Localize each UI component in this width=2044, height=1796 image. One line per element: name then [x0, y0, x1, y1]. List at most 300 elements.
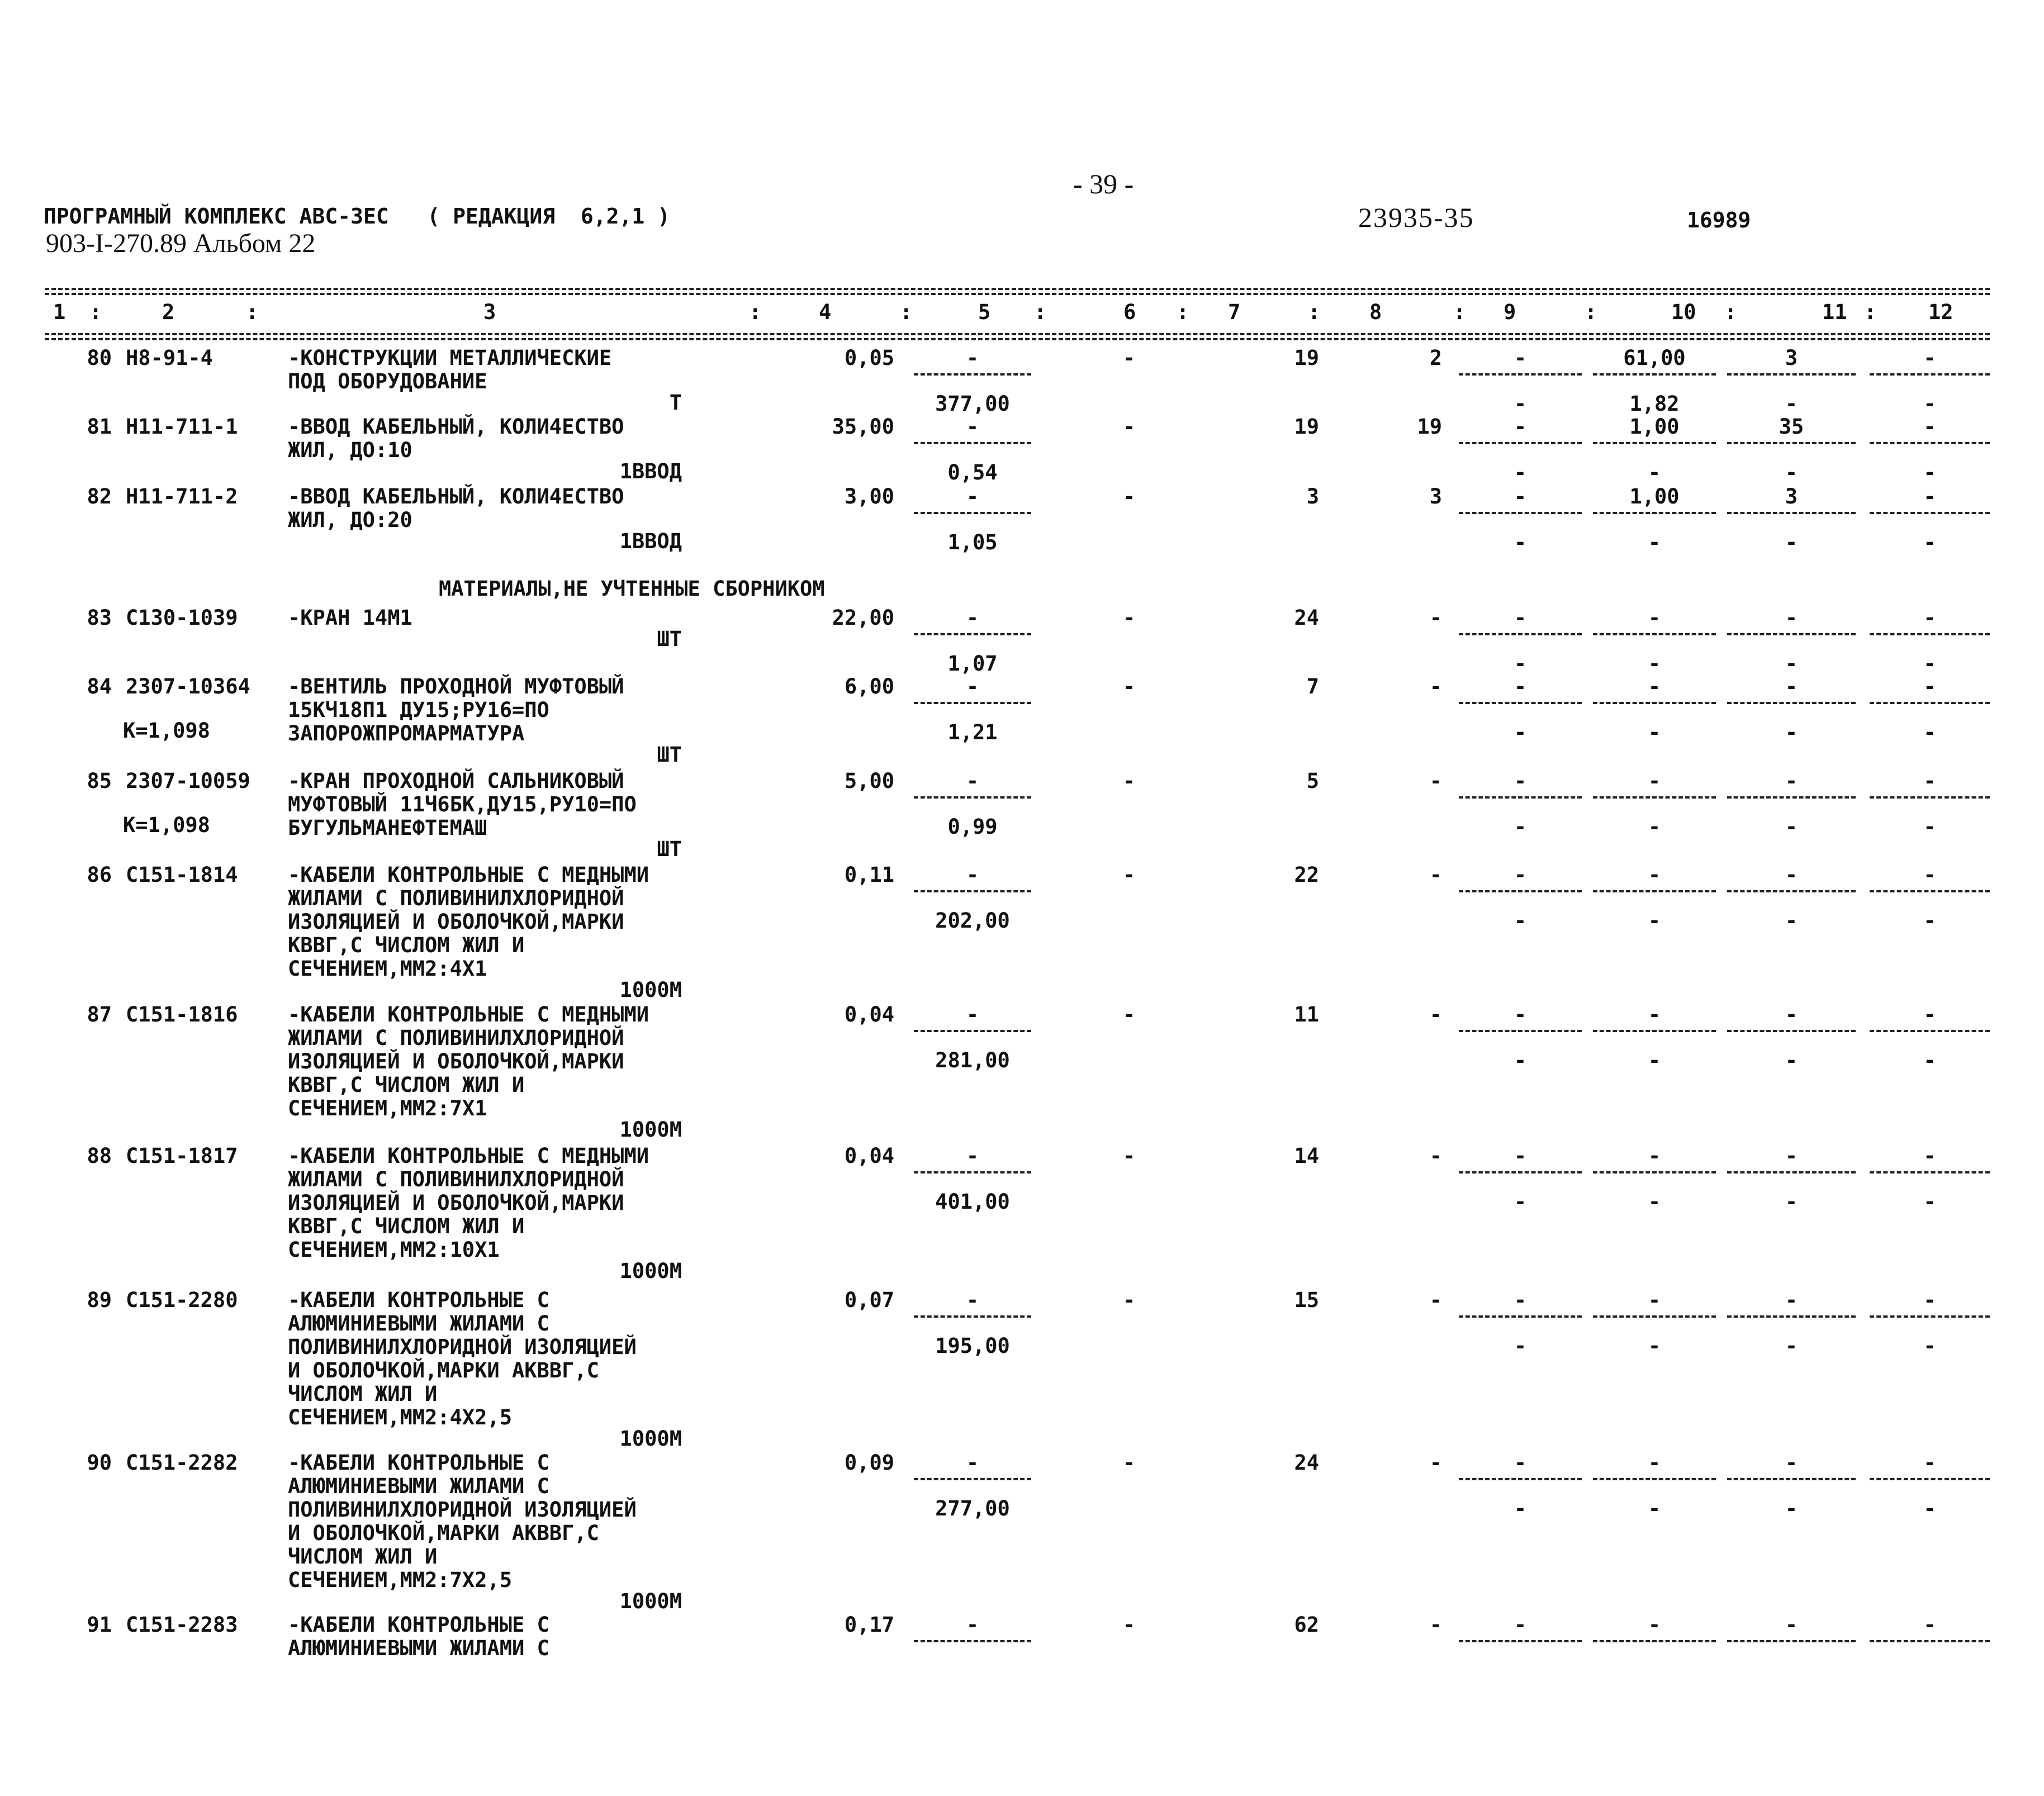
row-description-line: -ВВОД КАБЕЛЬНЫЙ, КОЛИ4ЕСТВО: [288, 415, 624, 439]
table-top-rule: [45, 288, 1990, 290]
row-code: Н11-711-2: [126, 484, 238, 509]
row-description-line: ИЗОЛЯЦИЕЙ И ОБОЛОЧКОЙ,МАРКИ: [288, 1049, 624, 1073]
col5-bottom: 1,07: [947, 652, 998, 676]
table-header-rule: [45, 333, 1990, 335]
row-description-line: И ОБОЛОЧКОЙ,МАРКИ АКВВГ,С: [288, 1521, 599, 1545]
row-code: 2307-10364: [126, 674, 250, 699]
row-description-line: АЛЮМИНИЕВЫМИ ЖИЛАМИ С: [288, 1474, 549, 1498]
fraction-rule: [1459, 1030, 1582, 1032]
c11-top: -: [1785, 863, 1798, 887]
col7: 24: [1294, 606, 1319, 630]
c10-top: -: [1648, 1002, 1661, 1027]
c12-bottom: -: [1923, 392, 1936, 416]
row-description-line: ЧИСЛОМ ЖИЛ И: [288, 1382, 438, 1406]
c10-top: 1,00: [1629, 415, 1680, 439]
doc-number: 16989: [1687, 208, 1751, 232]
row-unit: ШТ: [657, 837, 682, 861]
c9-top: -: [1514, 674, 1527, 699]
col8: 2: [1429, 346, 1442, 370]
row-description-line: СЕЧЕНИЕМ,ММ2:4Х1: [288, 957, 487, 981]
c11-bottom: -: [1785, 815, 1798, 839]
column-header-9: 9: [1504, 300, 1516, 324]
fraction-rule: [1870, 1478, 1990, 1480]
col7: 19: [1294, 346, 1319, 370]
row-number: 80: [87, 346, 112, 370]
row-description-line: АЛЮМИНИЕВЫМИ ЖИЛАМИ С: [288, 1312, 549, 1336]
c11-bottom: -: [1785, 652, 1798, 676]
row-description-line: -ВЕНТИЛЬ ПРОХОДНОЙ МУФТОВЫЙ: [288, 674, 624, 699]
fraction-rule: [1593, 442, 1716, 444]
column-header-1: 1: [53, 300, 66, 324]
row-description-line: 15КЧ18П1 ДУ15;РУ16=ПО: [288, 698, 549, 722]
row-description-line: -КРАН 14М1: [288, 606, 412, 630]
col5-bottom: 401,00: [935, 1190, 1010, 1214]
row-unit: ШТ: [657, 627, 682, 651]
row-description-line: ЖИЛ, ДО:20: [288, 508, 412, 532]
col8: -: [1429, 863, 1442, 887]
c10-bottom: -: [1648, 909, 1661, 933]
c12-bottom: -: [1923, 1190, 1936, 1214]
col5-top: -: [966, 674, 979, 699]
c12-bottom: -: [1923, 460, 1936, 484]
column-separator: :: [1034, 300, 1047, 324]
col6: -: [1122, 1288, 1136, 1312]
row-quantity: 0,11: [844, 863, 894, 887]
row-description-line: -КОНСТРУКЦИИ МЕТАЛЛИЧЕСКИЕ: [288, 346, 612, 370]
c11-top: -: [1785, 1451, 1798, 1475]
column-header-8: 8: [1369, 300, 1382, 324]
row-code: С151-1814: [126, 863, 238, 887]
row-unit: Т: [669, 391, 682, 415]
c9-bottom: -: [1514, 652, 1527, 676]
fraction-rule: [1459, 512, 1582, 514]
col6: -: [1122, 769, 1136, 793]
c11-top: 3: [1785, 346, 1798, 370]
row-description-line: ПОЛИВИНИЛХЛОРИДНОЙ ИЗОЛЯЦИЕЙ: [288, 1498, 637, 1522]
column-separator: :: [1177, 300, 1189, 324]
row-description-line: ПОЛИВИНИЛХЛОРИДНОЙ ИЗОЛЯЦИЕЙ: [288, 1335, 637, 1359]
row-number: 89: [87, 1288, 112, 1312]
row-description-line: -КАБЕЛИ КОНТРОЛЬНЫЕ С: [288, 1613, 549, 1637]
c12-bottom: -: [1923, 720, 1936, 744]
col8: -: [1429, 769, 1442, 793]
row-description-line: КВВГ,С ЧИСЛОМ ЖИЛ И: [288, 1073, 525, 1097]
col5-top: -: [966, 1613, 979, 1637]
c11-top: -: [1785, 769, 1798, 793]
col8: -: [1429, 674, 1442, 699]
col5-top: -: [966, 606, 979, 630]
row-description-line: ИЗОЛЯЦИЕЙ И ОБОЛОЧКОЙ,МАРКИ: [288, 910, 624, 934]
c9-bottom: -: [1514, 392, 1527, 416]
column-separator: :: [89, 300, 102, 324]
row-quantity: 5,00: [844, 769, 894, 793]
row-description-line: -КАБЕЛИ КОНТРОЛЬНЫЕ С МЕДНЫМИ: [288, 1002, 649, 1027]
fraction-rule: [914, 633, 1031, 635]
row-quantity: 3,00: [844, 484, 894, 509]
c10-bottom: -: [1648, 460, 1661, 484]
c9-top: -: [1514, 346, 1527, 370]
fraction-rule: [1727, 442, 1856, 444]
column-header-12: 12: [1928, 300, 1953, 324]
fraction-rule: [914, 702, 1031, 704]
row-description-line: СЕЧЕНИЕМ,ММ2:7Х2,5: [288, 1568, 512, 1592]
fraction-rule: [1727, 373, 1856, 376]
c12-top: -: [1923, 769, 1936, 793]
fraction-rule: [1459, 796, 1582, 799]
col6: -: [1122, 1002, 1136, 1027]
c10-bottom: -: [1648, 530, 1661, 554]
fraction-rule: [914, 512, 1031, 514]
fraction-rule: [1727, 796, 1856, 799]
c12-bottom: -: [1923, 530, 1936, 554]
c12-top: -: [1923, 674, 1936, 699]
c11-bottom: -: [1785, 720, 1798, 744]
c11-bottom: -: [1785, 392, 1798, 416]
row-number: 83: [87, 606, 112, 630]
row-description-line: ИЗОЛЯЦИЕЙ И ОБОЛОЧКОЙ,МАРКИ: [288, 1191, 624, 1215]
column-header-10: 10: [1671, 300, 1696, 324]
col5-top: -: [966, 1288, 979, 1312]
fraction-rule: [1870, 890, 1990, 892]
fraction-rule: [914, 1315, 1031, 1318]
c10-bottom: -: [1648, 1334, 1661, 1358]
col5-bottom: 0,54: [947, 460, 998, 484]
fraction-rule: [1593, 1478, 1716, 1480]
fraction-rule: [1870, 1171, 1990, 1173]
row-code: С151-2280: [126, 1288, 238, 1312]
c12-bottom: -: [1923, 909, 1936, 933]
fraction-rule: [1459, 1478, 1582, 1480]
c11-bottom: -: [1785, 1334, 1798, 1358]
row-description-line: СЕЧЕНИЕМ,ММ2:4Х2,5: [288, 1405, 512, 1429]
fraction-rule: [1870, 1640, 1990, 1642]
col5-top: -: [966, 346, 979, 370]
fraction-rule: [1870, 1315, 1990, 1318]
fraction-rule: [914, 1478, 1031, 1480]
c9-bottom: -: [1514, 530, 1527, 554]
row-description-line: ЖИЛАМИ С ПОЛИВИНИЛХЛОРИДНОЙ: [288, 1026, 624, 1050]
row-description-line: ЖИЛАМИ С ПОЛИВИНИЛХЛОРИДНОЙ: [288, 886, 624, 910]
column-separator: :: [1308, 300, 1321, 324]
col6: -: [1122, 1613, 1136, 1637]
row-number: 82: [87, 484, 112, 509]
column-header-11: 11: [1822, 300, 1847, 324]
c12-top: -: [1923, 863, 1936, 887]
c9-top: -: [1514, 606, 1527, 630]
col7: 14: [1294, 1144, 1319, 1168]
c10-top: -: [1648, 674, 1661, 699]
row-quantity: 35,00: [832, 415, 894, 439]
section-materials: МАТЕРИАЛЫ,НЕ УЧТЕННЫЕ СБОРНИКОМ: [439, 577, 825, 601]
col6: -: [1122, 863, 1136, 887]
fraction-rule: [1459, 1315, 1582, 1318]
col5-bottom: 202,00: [935, 909, 1010, 933]
col5-top: -: [966, 484, 979, 509]
row-code: С130-1039: [126, 606, 238, 630]
fraction-rule: [1727, 890, 1856, 892]
col6: -: [1122, 346, 1136, 370]
fraction-rule: [1593, 1030, 1716, 1032]
col5-top: -: [966, 769, 979, 793]
row-quantity: 22,00: [832, 606, 894, 630]
column-separator: :: [1585, 300, 1597, 324]
fraction-rule: [914, 796, 1031, 799]
fraction-rule: [1459, 373, 1582, 376]
doc-code: 23935-35: [1358, 202, 1474, 233]
row-unit: 1000М: [619, 978, 682, 1002]
row-unit: 1ВВОД: [619, 529, 682, 553]
c11-top: -: [1785, 1613, 1798, 1637]
c9-bottom: -: [1514, 1334, 1527, 1358]
fraction-rule: [1870, 702, 1990, 704]
row-description-line: ЖИЛ, ДО:10: [288, 438, 412, 462]
row-description-line: И ОБОЛОЧКОЙ,МАРКИ АКВВГ,С: [288, 1358, 599, 1382]
row-number: 88: [87, 1144, 112, 1168]
page-number: - 39 -: [1073, 168, 1134, 199]
col7: 24: [1294, 1451, 1319, 1475]
row-description-line: -КАБЕЛИ КОНТРОЛЬНЫЕ С МЕДНЫМИ: [288, 863, 649, 887]
row-quantity: 6,00: [844, 674, 894, 699]
column-separator: :: [246, 300, 259, 324]
column-header-4: 4: [819, 300, 832, 324]
row-description-line: -КАБЕЛИ КОНТРОЛЬНЫЕ С: [288, 1288, 549, 1312]
col5-top: -: [966, 1144, 979, 1168]
c9-bottom: -: [1514, 460, 1527, 484]
row-description-line: БУГУЛЬМАНЕФТЕМАШ: [288, 816, 487, 840]
column-header-6: 6: [1123, 300, 1136, 324]
row-code: С151-2283: [126, 1613, 238, 1637]
col8: -: [1429, 1613, 1442, 1637]
col7: 7: [1306, 674, 1319, 699]
fraction-rule: [1593, 1171, 1716, 1173]
album-title: 903-I-270.89 Альбом 22: [46, 229, 316, 258]
c11-bottom: -: [1785, 530, 1798, 554]
row-description-line: ЖИЛАМИ С ПОЛИВИНИЛХЛОРИДНОЙ: [288, 1167, 624, 1191]
fraction-rule: [1727, 1315, 1856, 1318]
row-number: 91: [87, 1613, 112, 1637]
row-description-line: МУФТОВЫЙ 11Ч6БК,ДУ15,РУ10=ПО: [288, 792, 637, 816]
col5-top: -: [966, 1002, 979, 1027]
fraction-rule: [1593, 373, 1716, 376]
c10-top: 1,00: [1629, 484, 1680, 509]
row-number: 84: [87, 674, 112, 699]
col5-bottom: 0,99: [947, 815, 998, 839]
row-description-line: ЧИСЛОМ ЖИЛ И: [288, 1545, 438, 1569]
fraction-rule: [1870, 1030, 1990, 1032]
c11-top: -: [1785, 606, 1798, 630]
c10-bottom: 1,82: [1629, 392, 1680, 416]
c12-bottom: -: [1923, 1048, 1936, 1072]
row-code: С151-2282: [126, 1451, 238, 1475]
fraction-rule: [1870, 373, 1990, 376]
c9-bottom: -: [1514, 720, 1527, 744]
col6: -: [1122, 415, 1136, 439]
c9-bottom: -: [1514, 1048, 1527, 1072]
col8: 19: [1417, 415, 1442, 439]
fraction-rule: [914, 373, 1031, 376]
c9-top: -: [1514, 863, 1527, 887]
c11-bottom: -: [1785, 1496, 1798, 1521]
c11-bottom: -: [1785, 1048, 1798, 1072]
c10-bottom: -: [1648, 1496, 1661, 1521]
col7: 62: [1294, 1613, 1319, 1637]
c9-bottom: -: [1514, 1190, 1527, 1214]
col5-top: -: [966, 863, 979, 887]
c10-top: -: [1648, 1613, 1661, 1637]
fraction-rule: [1459, 442, 1582, 444]
row-unit: ШТ: [657, 743, 682, 767]
row-description-line: ПОД ОБОРУДОВАНИЕ: [288, 369, 487, 393]
col7: 22: [1294, 863, 1319, 887]
c9-bottom: -: [1514, 1496, 1527, 1521]
c9-top: -: [1514, 415, 1527, 439]
fraction-rule: [914, 1030, 1031, 1032]
fraction-rule: [1870, 633, 1990, 635]
row-code: С151-1817: [126, 1144, 238, 1168]
column-separator: :: [900, 300, 913, 324]
col5-bottom: 277,00: [935, 1496, 1010, 1521]
fraction-rule: [1727, 702, 1856, 704]
column-separator: :: [1724, 300, 1737, 324]
fraction-rule: [1593, 633, 1716, 635]
col8: -: [1429, 1144, 1442, 1168]
row-description-line: КВВГ,С ЧИСЛОМ ЖИЛ И: [288, 933, 525, 957]
row-unit: 1000М: [619, 1427, 682, 1451]
col5-bottom: 281,00: [935, 1048, 1010, 1072]
c9-top: -: [1514, 1002, 1527, 1027]
col7: 19: [1294, 415, 1319, 439]
fraction-rule: [1459, 633, 1582, 635]
c12-top: -: [1923, 1451, 1936, 1475]
row-quantity: 0,04: [844, 1002, 894, 1027]
col6: -: [1122, 674, 1136, 699]
column-header-2: 2: [162, 300, 175, 324]
c11-bottom: -: [1785, 1190, 1798, 1214]
c10-bottom: -: [1648, 720, 1661, 744]
column-header-3: 3: [483, 300, 496, 324]
fraction-rule: [1727, 1640, 1856, 1642]
col6: -: [1122, 1144, 1136, 1168]
c11-bottom: -: [1785, 909, 1798, 933]
row-unit: 1000М: [619, 1118, 682, 1142]
row-quantity: 0,05: [844, 346, 894, 370]
c12-top: -: [1923, 484, 1936, 509]
fraction-rule: [914, 1171, 1031, 1173]
c10-top: -: [1648, 606, 1661, 630]
c12-bottom: -: [1923, 815, 1936, 839]
c11-top: -: [1785, 1002, 1798, 1027]
row-description-line: ЗАПОРОЖПРОМАРМАТУРА: [288, 721, 525, 745]
col5-bottom: 377,00: [935, 392, 1010, 416]
c10-top: -: [1648, 1451, 1661, 1475]
c12-top: -: [1923, 415, 1936, 439]
row-unit: 1000М: [619, 1589, 682, 1613]
row-code: Н11-711-1: [126, 415, 238, 439]
col7: 5: [1306, 769, 1319, 793]
fraction-rule: [914, 890, 1031, 892]
c9-bottom: -: [1514, 909, 1527, 933]
fraction-rule: [1593, 512, 1716, 514]
row-quantity: 0,07: [844, 1288, 894, 1312]
column-header-5: 5: [978, 300, 991, 324]
row-code: 2307-10059: [126, 769, 250, 793]
col7: 3: [1306, 484, 1319, 509]
fraction-rule: [1727, 1030, 1856, 1032]
c10-top: -: [1648, 863, 1661, 887]
col6: -: [1122, 1451, 1136, 1475]
row-quantity: 0,09: [844, 1451, 894, 1475]
row-number: 81: [87, 415, 112, 439]
row-description-line: АЛЮМИНИЕВЫМИ ЖИЛАМИ С: [288, 1636, 549, 1660]
column-separator: :: [749, 300, 762, 324]
row-description-line: -КАБЕЛИ КОНТРОЛЬНЫЕ С МЕДНЫМИ: [288, 1144, 649, 1168]
col5-bottom: 1,21: [947, 720, 998, 744]
row-unit: 1ВВОД: [619, 459, 682, 483]
col8: -: [1429, 1002, 1442, 1027]
c10-bottom: -: [1648, 815, 1661, 839]
c10-bottom: -: [1648, 1190, 1661, 1214]
fraction-rule: [1727, 512, 1856, 514]
col5-top: -: [966, 415, 979, 439]
col5-top: -: [966, 1451, 979, 1475]
table-header-rule-2: [45, 338, 1990, 340]
fraction-rule: [1870, 512, 1990, 514]
row-code: Н8-91-4: [126, 346, 213, 370]
fraction-rule: [1870, 442, 1990, 444]
fraction-rule: [1727, 633, 1856, 635]
fraction-rule: [914, 442, 1031, 444]
fraction-rule: [1593, 702, 1716, 704]
col7: 15: [1294, 1288, 1319, 1312]
c10-top: 61,00: [1623, 346, 1686, 370]
c9-top: -: [1514, 1451, 1527, 1475]
col8: -: [1429, 606, 1442, 630]
c10-bottom: -: [1648, 1048, 1661, 1072]
fraction-rule: [1459, 702, 1582, 704]
row-description-line: СЕЧЕНИЕМ,ММ2:10Х1: [288, 1238, 500, 1262]
col5-bottom: 1,05: [947, 530, 998, 554]
c9-top: -: [1514, 484, 1527, 509]
col5-bottom: 195,00: [935, 1334, 1010, 1358]
c12-bottom: -: [1923, 652, 1936, 676]
row-number: 85: [87, 769, 112, 793]
col8: -: [1429, 1288, 1442, 1312]
c12-top: -: [1923, 1288, 1936, 1312]
program-title: ПРОГРАМНЫЙ КОМПЛЕКС АВС-ЗЕС ( РЕДАКЦИЯ 6,2,1 ): [44, 204, 671, 229]
c11-top: -: [1785, 1288, 1798, 1312]
c12-bottom: -: [1923, 1334, 1936, 1358]
col7: 11: [1294, 1002, 1319, 1027]
c11-bottom: -: [1785, 460, 1798, 484]
c10-top: -: [1648, 1144, 1661, 1168]
col8: -: [1429, 1451, 1442, 1475]
row-quantity: 0,17: [844, 1613, 894, 1637]
fraction-rule: [1593, 1640, 1716, 1642]
col8: 3: [1429, 484, 1442, 509]
row-quantity: 0,04: [844, 1144, 894, 1168]
c9-bottom: -: [1514, 815, 1527, 839]
row-description-line: -КРАН ПРОХОДНОЙ САЛЬНИКОВЫЙ: [288, 769, 624, 793]
c9-top: -: [1514, 1613, 1527, 1637]
c10-top: -: [1648, 769, 1661, 793]
row-coefficient: К=1,098: [123, 719, 210, 743]
column-separator: :: [1864, 300, 1877, 324]
row-number: 90: [87, 1451, 112, 1475]
c9-top: -: [1514, 1144, 1527, 1168]
c12-top: -: [1923, 346, 1936, 370]
c9-top: -: [1514, 769, 1527, 793]
row-description-line: -КАБЕЛИ КОНТРОЛЬНЫЕ С: [288, 1451, 549, 1475]
